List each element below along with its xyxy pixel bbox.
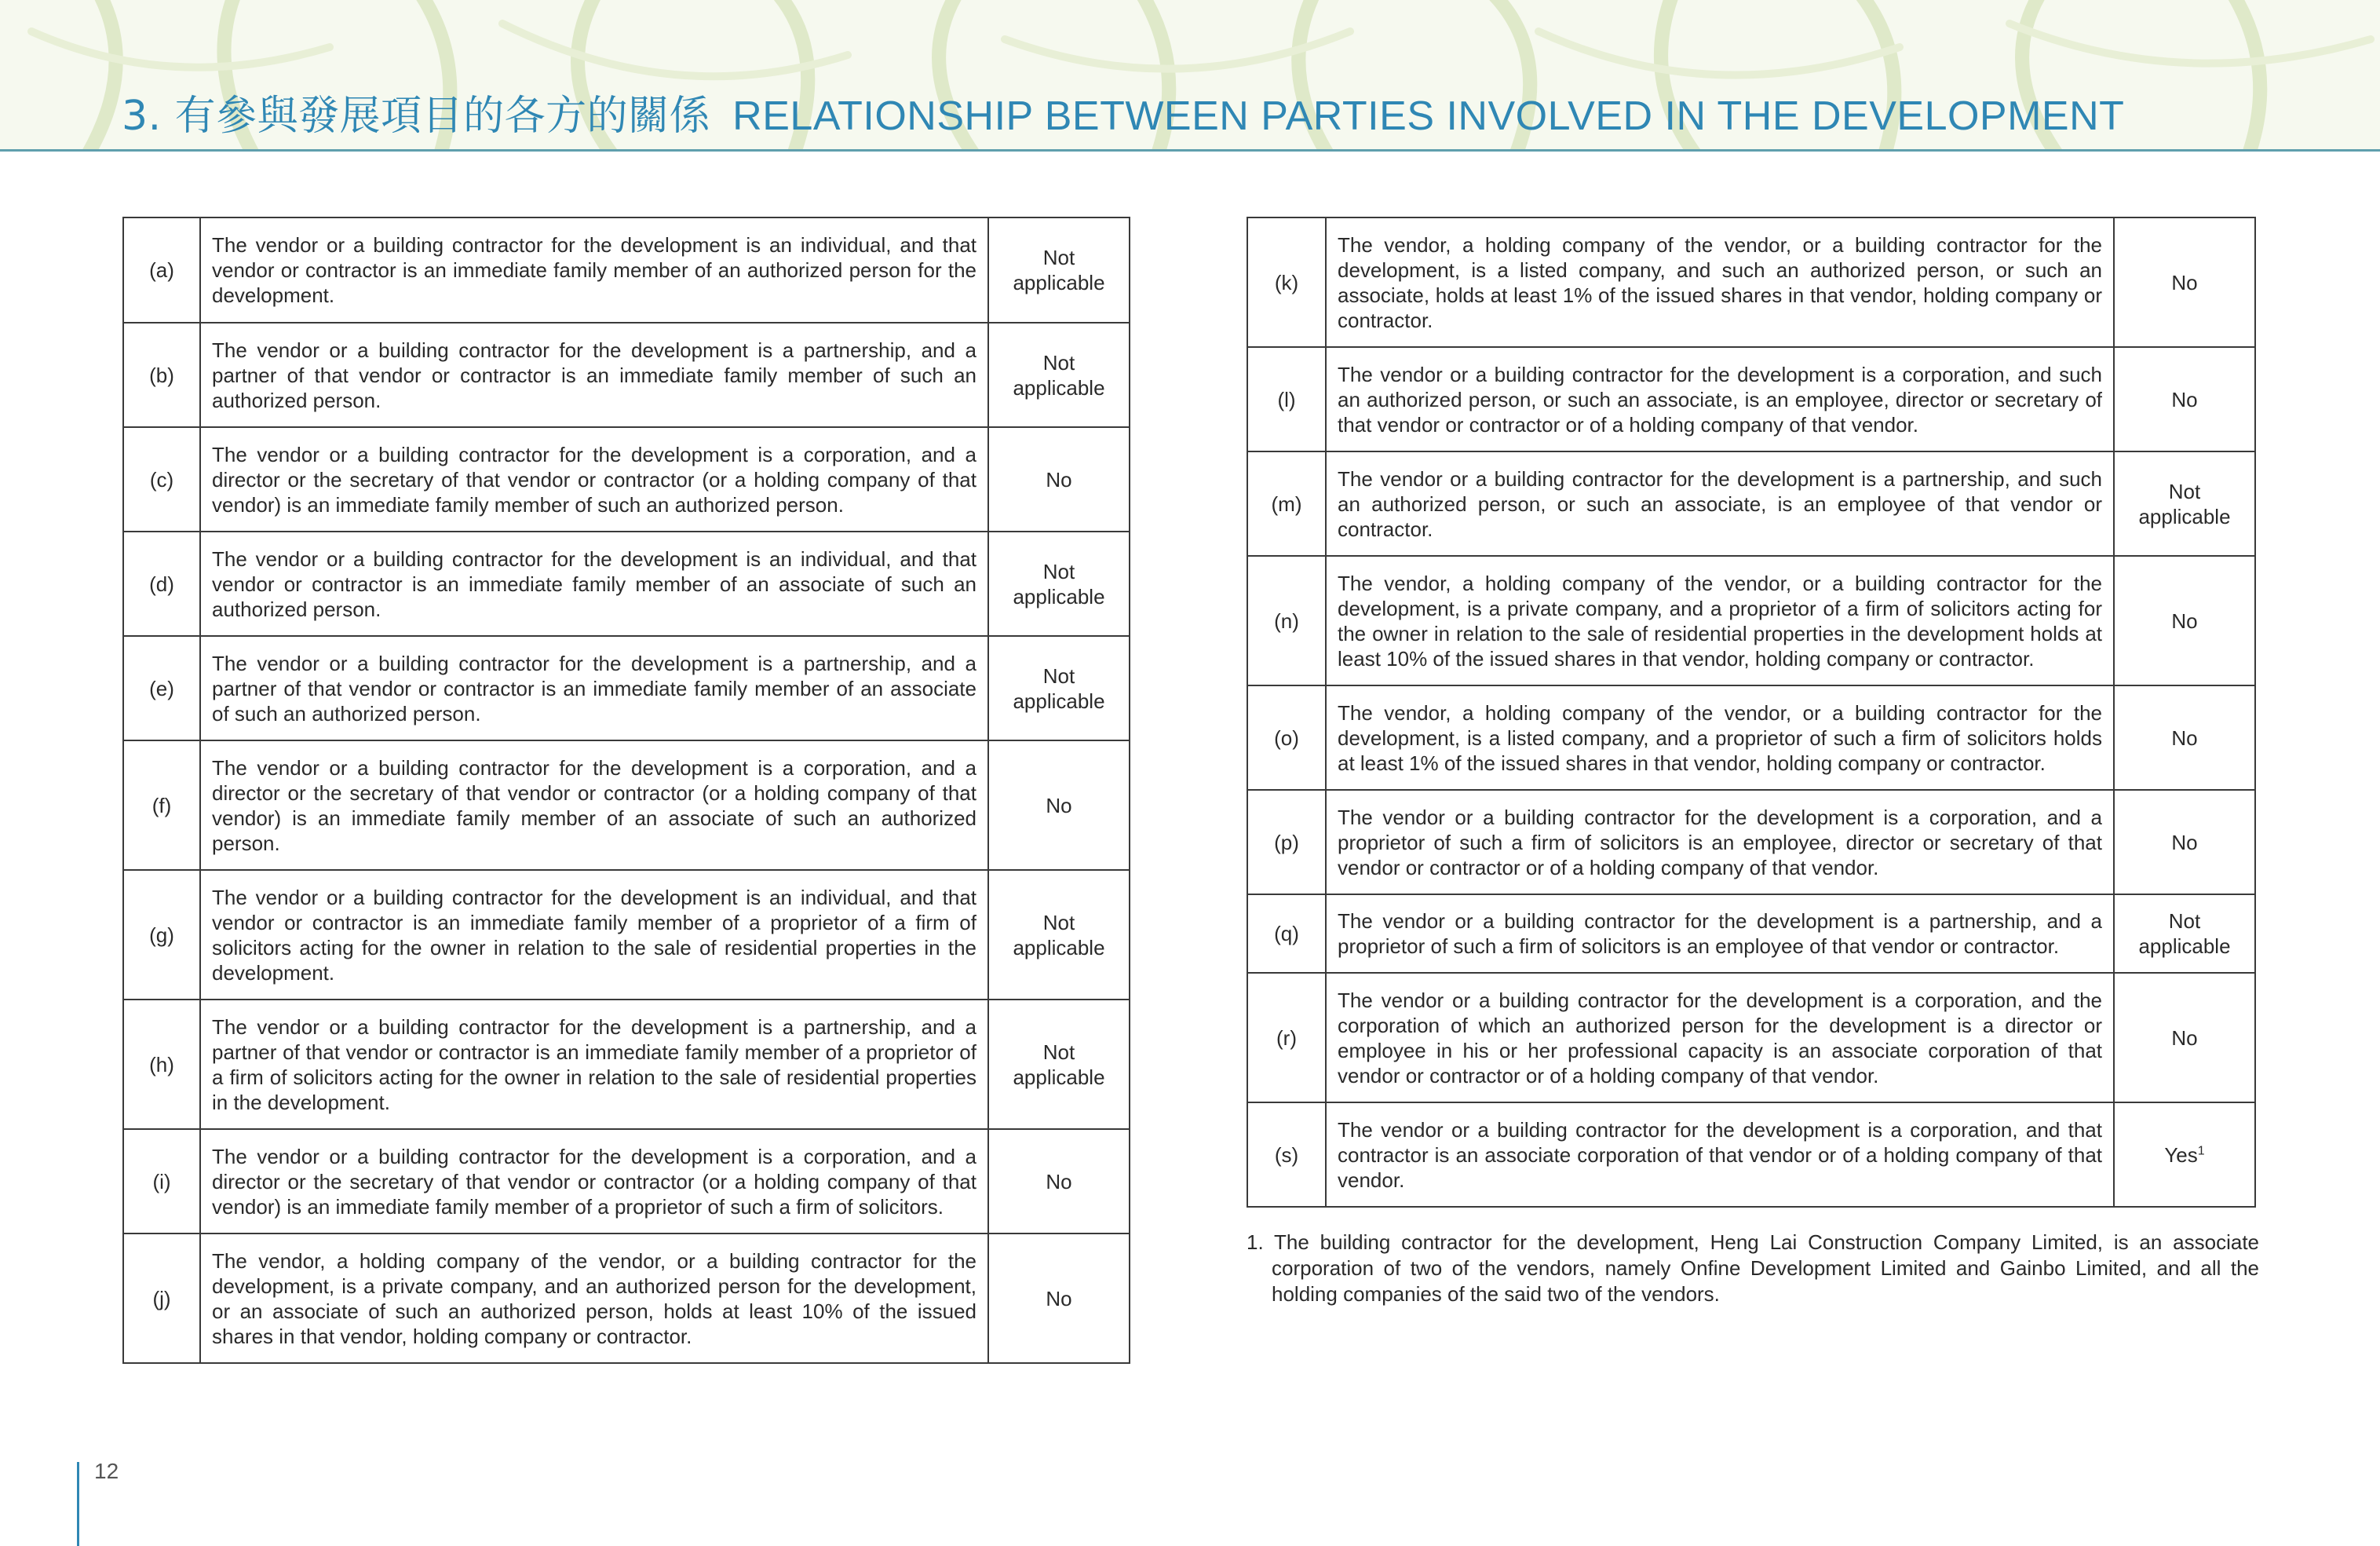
row-description: The vendor, a holding company of the vendor, or a building contractor for the development, is a listed company, and a proprietor of such a firm of solicitors holds at least 1% of the issued shares in that vendor, holding company or contractor.: [1326, 685, 2114, 790]
table-row: [1247, 451, 2255, 556]
page-number: 12: [94, 1459, 119, 1483]
relationship-table-left: [122, 217, 1130, 1364]
row-description: The vendor, a holding company of the vendor, or a building contractor for the development, is a private company, and a proprietor of a firm of solicitors acting for the owner in relation to the sale of residential properties in the development holds at least 10% of the issued shares in that vendor, holding company or contractor.: [1326, 556, 2114, 685]
row-description: The vendor or a building contractor for the development is a partnership, and a partner of that vendor or contractor is an immediate family member of such an authorized person.: [200, 323, 988, 427]
page-title-zh: 3. 有參與發展項目的各方的關係: [122, 93, 711, 140]
row-key: (j): [123, 1234, 200, 1363]
page-number-bar: [77, 1462, 79, 1546]
table-row: [1247, 347, 2255, 451]
row-description: The vendor or a building contractor for the development is a corporation, and such an authorized person, or such an associate, is an employee, director or secretary of that vendor or contractor or of a holding company of that vendor.: [1326, 347, 2114, 451]
row-answer: Not applicable: [988, 532, 1130, 636]
row-key: (h): [123, 1000, 200, 1129]
row-key: (e): [123, 636, 200, 740]
row-answer-text: Yes: [2164, 1142, 2198, 1167]
row-description: The vendor or a building contractor for the development is a partnership, and a partner of that vendor or contractor is an immediate family member of an associate of such an authorized person.: [200, 636, 988, 740]
table-row: [1247, 894, 2255, 973]
row-key: (i): [123, 1129, 200, 1234]
footnote: 1. The building contractor for the development, Heng Lai Construction Company Limited, is an associate corporation of two of the vendors, namely Onfine Development Limited and Gainbo Limited, and all the holding companies of the said two of the vendors.: [1247, 1230, 2259, 1306]
row-key: (f): [123, 740, 200, 870]
row-description: The vendor or a building contractor for the development is an individual, and that vendor or contractor is an immediate family member of a proprietor of a firm of solicitors acting for the owner in relation to the sale of residential properties in the development.: [200, 870, 988, 1000]
row-answer: No: [988, 740, 1130, 870]
table-row: [123, 740, 1130, 870]
row-answer: No: [2114, 685, 2255, 790]
row-answer: Not applicable: [2114, 894, 2255, 973]
row-answer: Not applicable: [2114, 451, 2255, 556]
row-key: (g): [123, 870, 200, 1000]
row-description: The vendor or a building contractor for the development is a corporation, and the corporation of which an authorized person for the development is a director or employee in his or her professional capacity is an associate corporation of that vendor or contractor or of a holding company of that vendor.: [1326, 973, 2114, 1102]
table-row: [1247, 973, 2255, 1102]
row-answer: No: [2114, 556, 2255, 685]
row-description: The vendor or a building contractor for the development is an individual, and that vendor or contractor is an immediate family member of an associate of such an authorized person.: [200, 532, 988, 636]
table-row: [1247, 1102, 2255, 1207]
table-row: [1247, 556, 2255, 685]
page-title-en: RELATIONSHIP BETWEEN PARTIES INVOLVED IN THE DEVELOPMENT: [732, 93, 2125, 139]
row-description: The vendor or a building contractor for the development is a corporation, and a proprietor of such a firm of solicitors is an employee, director or secretary of that vendor or contractor or of a holding company of that vendor.: [1326, 790, 2114, 894]
row-key: (l): [1247, 347, 1326, 451]
row-description: The vendor or a building contractor for the development is a corporation, and that contractor is an associate corporation of that vendor or of a holding company of that vendor.: [1326, 1102, 2114, 1207]
row-answer: [2114, 1102, 2255, 1207]
table-row: [1247, 685, 2255, 790]
table-row: [123, 217, 1130, 323]
table-row: [123, 532, 1130, 636]
row-answer: No: [2114, 790, 2255, 894]
row-key: (c): [123, 427, 200, 532]
row-key: (k): [1247, 217, 1326, 347]
row-key: (p): [1247, 790, 1326, 894]
row-key: (r): [1247, 973, 1326, 1102]
header-rule: [0, 149, 2380, 152]
row-answer: No: [988, 427, 1130, 532]
row-description: The vendor or a building contractor for the development is a corporation, and a director or the secretary of that vendor or contractor (or a holding company of that vendor) is an immediate family member of such an authorized person.: [200, 427, 988, 532]
row-description: The vendor, a holding company of the vendor, or a building contractor for the development, is a private company, and an authorized person for the development, or an associate of such an authorized person, holds at least 10% of the issued shares in that vendor, holding company or contractor.: [200, 1234, 988, 1363]
row-answer: No: [988, 1129, 1130, 1234]
row-key: (s): [1247, 1102, 1326, 1207]
footnote-marker: 1: [2197, 1143, 2205, 1157]
table-row: [123, 1129, 1130, 1234]
row-answer: Not applicable: [988, 870, 1130, 1000]
table-row: [123, 427, 1130, 532]
row-key: (q): [1247, 894, 1326, 973]
row-key: (a): [123, 217, 200, 323]
row-key: (o): [1247, 685, 1326, 790]
row-description: The vendor, a holding company of the vendor, or a building contractor for the development, is a listed company, and such an authorized person, or such an associate, holds at least 1% of the issued shares in that vendor, holding company or contractor.: [1326, 217, 2114, 347]
row-answer: Not applicable: [988, 636, 1130, 740]
row-key: (b): [123, 323, 200, 427]
row-answer: No: [988, 1234, 1130, 1363]
page-title: [122, 82, 2124, 141]
table-row: [1247, 790, 2255, 894]
table-row: [123, 1234, 1130, 1363]
table-row: [123, 636, 1130, 740]
row-key: (n): [1247, 556, 1326, 685]
row-description: The vendor or a building contractor for the development is a partnership, and a proprietor of such a firm of solicitors is an employee of that vendor or contractor.: [1326, 894, 2114, 973]
row-description: The vendor or a building contractor for the development is a partnership, and a partner of that vendor or contractor is an immediate family member of a proprietor of a firm of solicitors acting for the owner in relation to the sale of residential properties in the development.: [200, 1000, 988, 1129]
row-answer: No: [2114, 973, 2255, 1102]
row-answer: Not applicable: [988, 217, 1130, 323]
row-key: (m): [1247, 451, 1326, 556]
table-row: [123, 323, 1130, 427]
row-description: The vendor or a building contractor for the development is a corporation, and a director or the secretary of that vendor or contractor (or a holding company of that vendor) is an immediate family member of an associate of such an authorized person.: [200, 740, 988, 870]
relationship-table-right: [1247, 217, 2256, 1208]
row-description: The vendor or a building contractor for the development is an individual, and that vendor or contractor is an immediate family member of an authorized person for the development.: [200, 217, 988, 323]
table-row: [123, 1000, 1130, 1129]
row-key: (d): [123, 532, 200, 636]
table-row: [1247, 217, 2255, 347]
table-row: [123, 870, 1130, 1000]
row-answer: Not applicable: [988, 1000, 1130, 1129]
row-description: The vendor or a building contractor for the development is a corporation, and a director or the secretary of that vendor or contractor (or a holding company of that vendor) is an immediate family member of a proprietor of such a firm of solicitors.: [200, 1129, 988, 1234]
row-answer: No: [2114, 217, 2255, 347]
row-answer: Not applicable: [988, 323, 1130, 427]
row-description: The vendor or a building contractor for the development is a partnership, and such an authorized person, or such an associate, is an employee of that vendor or contractor.: [1326, 451, 2114, 556]
row-answer: No: [2114, 347, 2255, 451]
